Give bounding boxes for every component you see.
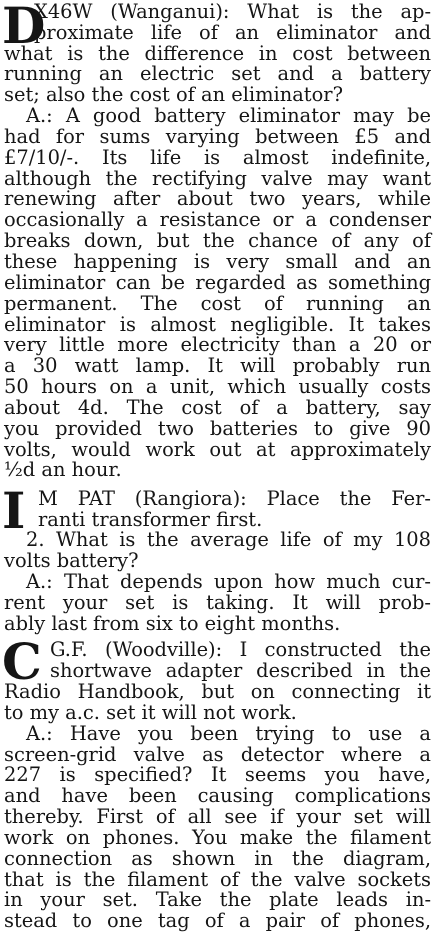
text-line: occasionally a resistance or a condenser [4,208,431,232]
text-line: a 30 watt lamp. It will probably run [4,354,431,378]
text-line: breaks down, but the chance of any of [4,229,431,253]
text-line: rent your set is taking. It will prob- [4,590,431,614]
text-line: ranti transformer first. [38,507,263,531]
text-line: shortwave adapter described in the [50,659,431,683]
text-line: ably last from six to eight months. [4,611,341,635]
drop-cap: C [2,632,42,692]
text-line: M PAT (Rangiora): Place the Fer- [38,486,431,510]
text-line: stead to one tag of a pair of phones, [4,909,431,932]
text-line: renewing after about two years, while [4,187,431,211]
text-line: to my a.c. set it will not work. [4,700,297,724]
text-line: X46W (Wanganui): What is the ap- [34,0,431,23]
text-line: volts battery? [4,549,139,573]
text-line: running an electric set and a battery [4,62,431,86]
text-line: eliminator is almost negligible. It takes [4,312,431,336]
text-line: work on phones. You make the filament [4,825,431,849]
text-line: connection as shown in the diagram, [4,846,431,870]
text-line: what is the difference in cost between [4,41,431,65]
text-line: 50 hours on a unit, which usually costs [4,375,431,398]
text-line: 227 is specified? It seems you have, [4,763,431,787]
text-line: permanent. The cost of running an [4,291,431,315]
text-line: set; also the cost of an eliminator? [4,83,343,107]
text-line: very little more electricity than a 20 or [4,333,431,357]
text-line: in your set. Take the plate leads in- [4,888,431,912]
drop-cap: D [2,0,46,55]
text-line: 2. What is the average life of my 108 [26,528,431,552]
text-line: these happening is very small and an [4,249,431,273]
text-line: about 4d. The cost of a battery, say [4,395,431,419]
text-line: ½d an hour. [4,458,122,482]
text-line: A.: Have you been trying to use a [26,721,431,745]
text-line: thereby. First of all see if your set will [4,805,431,828]
text-line: G.F. (Woodville): I constructed the [50,638,431,662]
text-line: £7/10/-. Its life is almost indefinite, [4,145,431,169]
text-line: volts, would work out at approximately [4,437,431,461]
text-line: A.: That depends upon how much cur- [26,570,431,594]
text-line: that is the filament of the valve sockets [4,867,431,891]
text-line: proximate life of an eliminator and [34,20,431,44]
text-line: although the rectifying valve may want [4,166,431,190]
text-line: had for sums varying between £5 and [4,124,431,148]
text-line: and have been causing complications [4,784,431,808]
text-line: A.: A good battery eliminator may be [26,104,431,128]
text-line: screen-grid valve as detector where a [4,742,431,766]
drop-cap: I [2,480,26,540]
text-line: eliminator can be regarded as something [4,270,431,294]
text-line: you provided two batteries to give 90 [4,416,431,440]
text-line: Radio Handbook, but on connecting it [4,680,431,703]
